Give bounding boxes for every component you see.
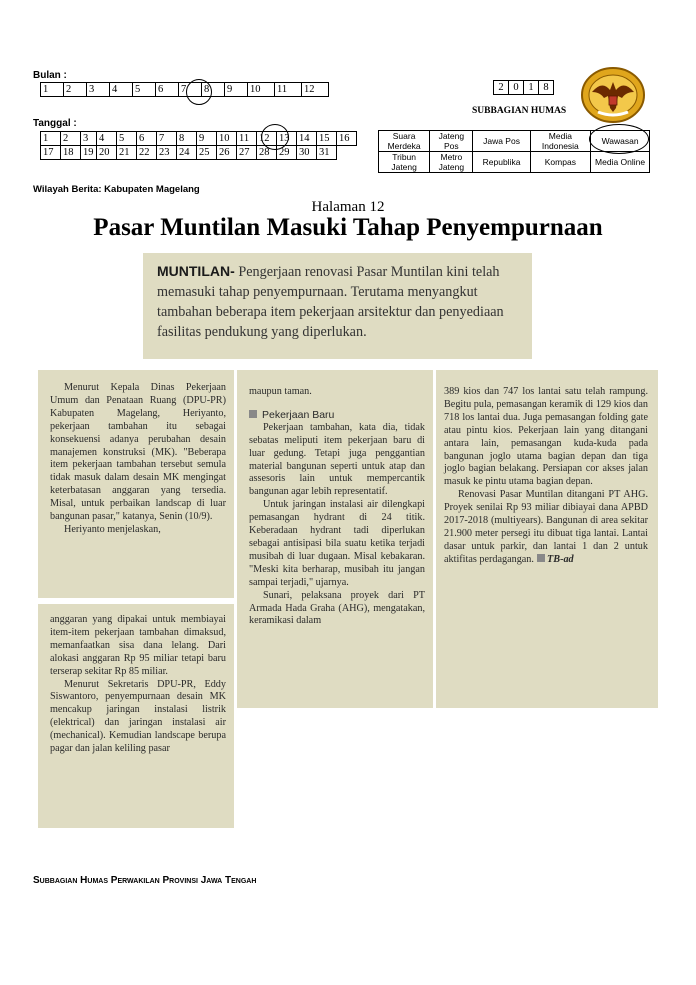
date-cell: 17 (41, 146, 61, 160)
date-cell: 23 (157, 146, 177, 160)
column-3-clipping (436, 370, 658, 708)
column-2-paragraph: Sunari, pelaksana proyek dari PT Armada Hada Graha (AHG), mengatakan, keramikasi dalam (249, 589, 425, 627)
end-marker-icon (537, 554, 545, 562)
date-cell: 25 (197, 146, 217, 160)
date-cell: 7 (157, 132, 177, 146)
date-cell: 8 (177, 132, 197, 146)
lead-paragraph (143, 253, 532, 342)
column-3-paragraph: 389 kios dan 747 los lantai satu telah rampung. Begitu pula, pemasangan keramik di 129 kios dan 718 los lantai dua. Juga pemasangan folding gate atau pintu kios. Pekerjaan lain yang ditangani antara lain, pemasangan kuda-kuda pada bangunan joglo utama bagian depan dan tiga joglo bagian belakang. Persiapan cor akses jalan masuk ke pintu utama bagian depan. (444, 386, 648, 488)
column-1-paragraph: Menurut Kepala Dinas Pekerjaan Umum dan Penataan Ruang (DPU-PR) Kabupaten Magelang, Heriyanto, pekerjaan tambahan itu sebagai konsekuensi adanya perubahan desain manajemen konstruksi (MK). "Beberapa item pekerjaan tambahan tersebut semula tidak masuk dalam desain MK mengingat keterbatasan anggaran yang tersedia. Misal, untuk perbaikan landscap di luar bangunan pasar," katanya, Senin (10/9). (50, 382, 226, 523)
month-cell-selected: 9 (225, 83, 248, 97)
year-digit: 8 (539, 81, 554, 95)
month-cell: 3 (87, 83, 110, 97)
date-cell: 15 (317, 132, 337, 146)
date-cell: 14 (297, 132, 317, 146)
date-grid (40, 131, 357, 160)
date-cell: 24 (177, 146, 197, 160)
date-cell-empty (337, 146, 357, 160)
month-cell: 10 (248, 83, 275, 97)
year-digit: 2 (494, 81, 509, 95)
footer-text: Subbagian Humas Perwakilan Provinsi Jawa Tengah (33, 875, 257, 886)
month-cell: 6 (156, 83, 179, 97)
bulan-label: Bulan : (33, 70, 67, 81)
media-cell: Suara Merdeka (379, 131, 430, 152)
media-cell: Tribun Jateng (379, 152, 430, 173)
media-cell: Media Online (591, 152, 650, 173)
column-2-paragraph: Pekerjaan tambahan, kata dia, tidak sebatas meliputi item pekerjaan baru di luar gedung. Tetapi juga penggantian material bangunan seperti untuk atap dan assesoris lain untuk mempercantik bangunan agar lebih representatif. (249, 421, 425, 498)
year-digit: 0 (509, 81, 524, 95)
date-cell-selected: 12 (257, 132, 277, 146)
year-grid (493, 80, 554, 95)
month-grid (40, 82, 329, 97)
subhead (249, 409, 425, 422)
media-cell: Kompas (530, 152, 591, 173)
column-2-intro: maupun taman. (249, 386, 312, 397)
lead-text: Pengerjaan renovasi Pasar Muntilan kini telah memasuki tahap penyempurnaan. Terutama menyangkut tambahan beberapa item pekerjaan arsitektur dan penyediaan fasilitas pendukung yang diperlukan. (157, 264, 504, 340)
month-cell: 8 (202, 83, 225, 97)
date-cell: 27 (237, 146, 257, 160)
month-cell: 11 (275, 83, 302, 97)
date-cell: 3 (81, 132, 97, 146)
date-selection-circle (261, 124, 289, 150)
page-number: Halaman 12 (311, 199, 385, 215)
byline: TB-ad (547, 553, 574, 565)
media-cell: Media Indonesia (530, 131, 591, 152)
column-1-paragraph: anggaran yang dipakai untuk membiayai item-item pekerjaan tambahan dimaksud, memanfaatkan sisa dana lelang. Dari alokasi anggaran Rp 95 miliar tetapi baru terserap sekitar Rp 85 miliar. (50, 614, 226, 677)
column-3-paragraph (444, 489, 648, 566)
date-cell: 11 (237, 132, 257, 146)
media-cell: Republika (473, 152, 530, 173)
date-cell: 5 (117, 132, 137, 146)
date-cell: 20 (97, 146, 117, 160)
media-cell: Jawa Pos (473, 131, 530, 152)
date-cell: 6 (137, 132, 157, 146)
date-cell: 2 (61, 132, 81, 146)
column-2-paragraph: Untuk jaringan instalasi air dilengkapi pemasangan hydrant di 24 titik. Keberadaan hydrant tadi diperlukan sebagai antisipasi bila suatu ketika terjadi musibah di luar dugaan. Misal kebakaran. "Meski kita berharap, musibah itu jangan sampai terjadi," ujarnya. (249, 499, 425, 588)
date-cell: 26 (217, 146, 237, 160)
year-digit: 1 (524, 81, 539, 95)
date-cell: 9 (197, 132, 217, 146)
date-cell: 29 (277, 146, 297, 160)
month-cell: 4 (110, 83, 133, 97)
date-cell: 19 (81, 146, 97, 160)
date-cell: 31 (317, 146, 337, 160)
department-label: SUBBAGIAN HUMAS (472, 106, 567, 116)
column-1-bottom-clipping (38, 604, 234, 828)
date-cell: 28 (257, 146, 277, 160)
media-cell-selected: Wawasan (591, 131, 650, 152)
month-cell: 7 (179, 83, 202, 97)
lead-clipping (143, 253, 532, 359)
wilayah-berita: Wilayah Berita: Kabupaten Magelang (33, 184, 200, 195)
subhead-text: Pekerjaan Baru (262, 408, 335, 421)
column-1-paragraph: Heriyanto menjelaskan, (64, 523, 161, 535)
date-cell: 21 (117, 146, 137, 160)
date-cell: 4 (97, 132, 117, 146)
month-cell: 5 (133, 83, 156, 97)
month-cell: 1 (41, 83, 64, 97)
month-selection-circle (186, 79, 212, 105)
date-cell: 10 (217, 132, 237, 146)
column-1-top-clipping (38, 370, 234, 598)
month-cell: 2 (64, 83, 87, 97)
media-selection-circle (589, 124, 649, 154)
date-cell: 22 (137, 146, 157, 160)
column-2-clipping (237, 370, 433, 708)
date-cell: 18 (61, 146, 81, 160)
media-cell: Metro Jateng (430, 152, 473, 173)
media-cell: Jateng Pos (430, 131, 473, 152)
tanggal-label: Tanggal : (33, 118, 77, 129)
month-cell: 12 (302, 83, 329, 97)
article-title: Pasar Muntilan Masuki Tahap Penyempurnaan (93, 214, 603, 241)
date-cell: 1 (41, 132, 61, 146)
column-1-paragraph: Menurut Sekretaris DPU-PR, Eddy Siswantoro, penyempurnaan desain MK mencakup jaringan instalasi listrik (elektrical) dan jaringan instalasi air (mechanical). Kemudian landscape berupa pagar dan jalan keliling pasar (50, 678, 226, 755)
subhead-marker-icon (249, 410, 257, 418)
date-cell: 30 (297, 146, 317, 160)
date-cell: 16 (337, 132, 357, 146)
garuda-emblem-icon (580, 66, 646, 124)
column-3-paragraph-text: Renovasi Pasar Muntilan ditangani PT AHG. Proyek senilai Rp 93 miliar dibiayai dana APBD 2017-2018 (multiyears). Bangunan di area sekitar 21.900 meter persegi itu dibuat tiga lantai. Lantai dasar untuk parkir, dan lantai 1 dan 2 untuk aktifitas perdagangan. (444, 489, 648, 565)
date-cell: 13 (277, 132, 297, 146)
lead-dateline: MUNTILAN- (157, 263, 235, 279)
